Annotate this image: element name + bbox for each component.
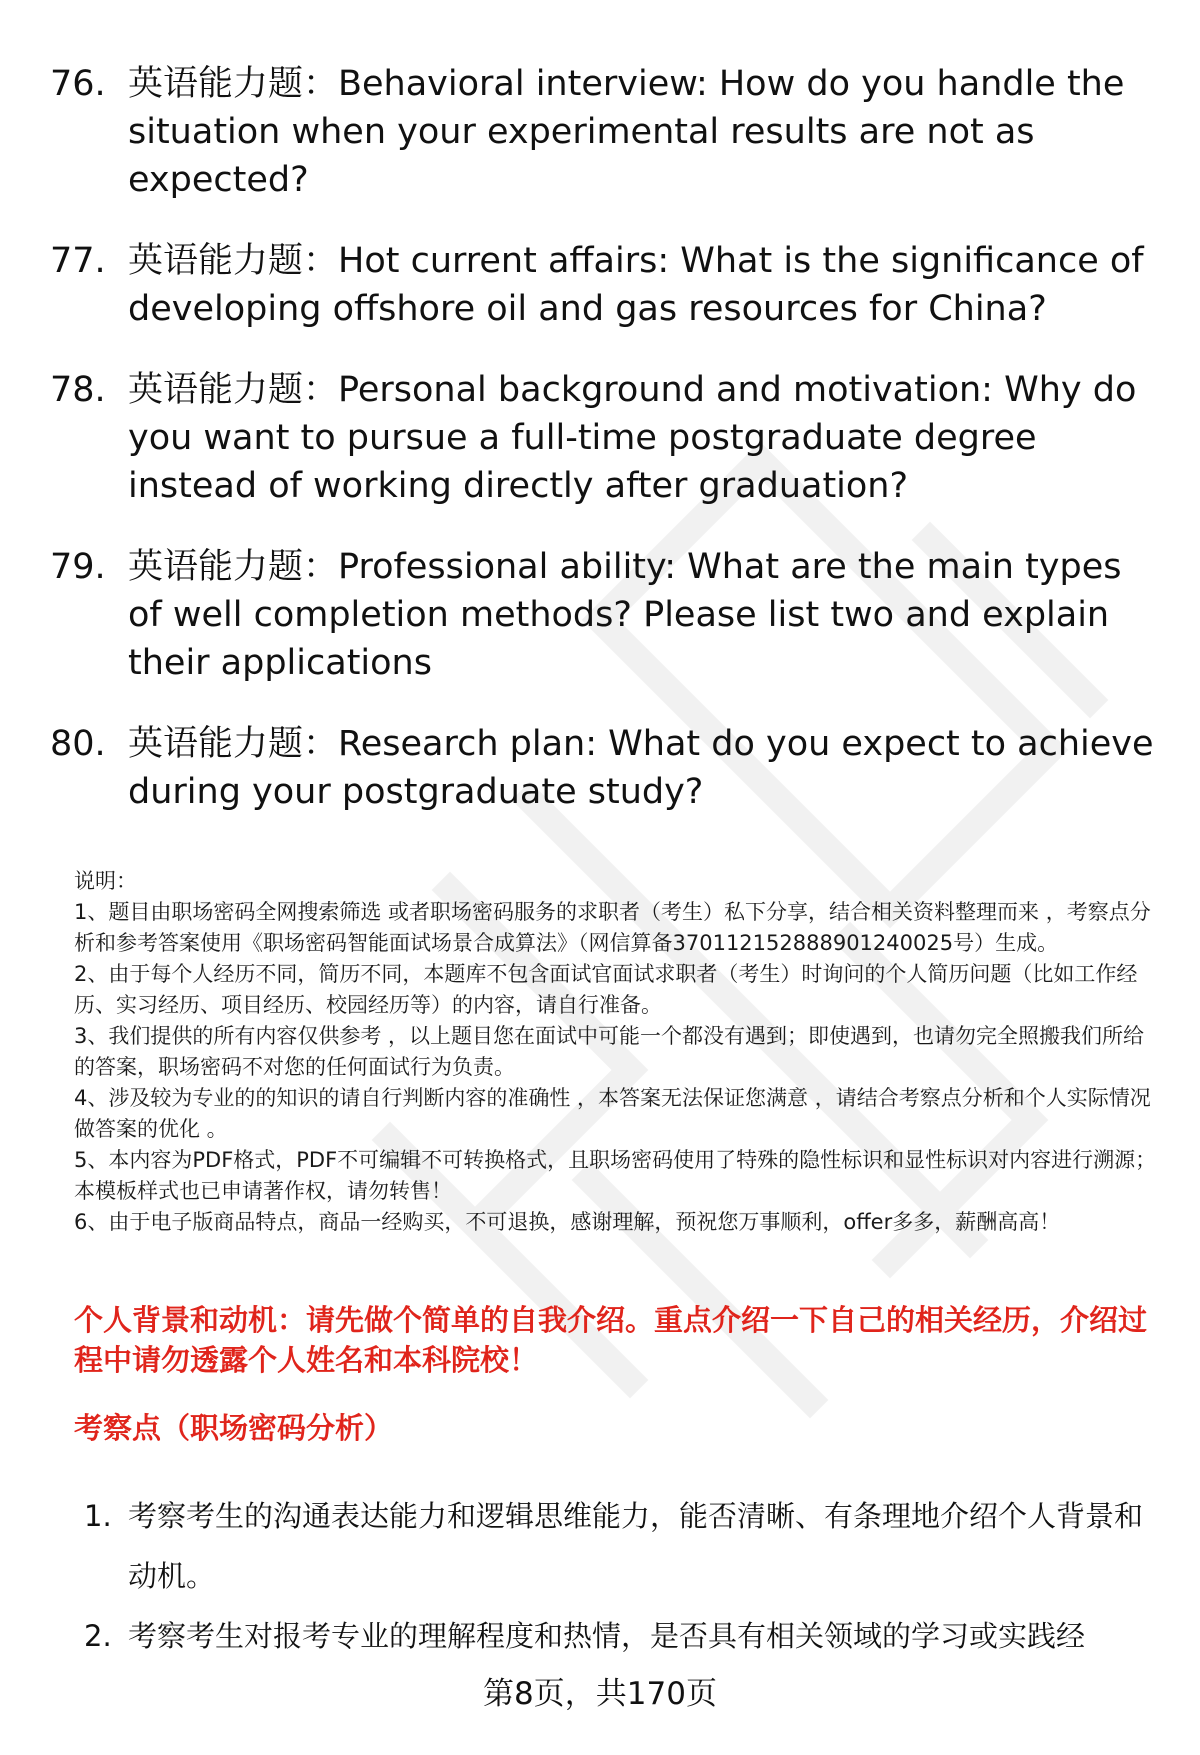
question-number: 76. bbox=[50, 64, 106, 104]
question-number: 77. bbox=[50, 241, 106, 281]
question-list bbox=[50, 60, 1160, 849]
note-item: 2、由于每个人经历不同，简历不同，本题库不包含面试官面试求职者（考生）时询问的个人简历问题（比如工作经历、实习经历、项目经历、校园经历等）的内容，请自行准备。 bbox=[74, 962, 1138, 1017]
question-item bbox=[50, 720, 1160, 816]
analysis-number: 2. bbox=[84, 1619, 112, 1653]
note-item: 5、本内容为PDF格式，PDF不可编辑不可转换格式，且职场密码使用了特殊的隐性标识和显性标识对内容进行溯源；本模板样式也已申请著作权，请勿转售！ bbox=[74, 1148, 1157, 1203]
analysis-item bbox=[84, 1486, 1154, 1606]
section-heading: 个人背景和动机：请先做个简单的自我介绍。重点介绍一下自己的相关经历，介绍过程中请勿透露个人姓名和本科院校！ bbox=[74, 1303, 1148, 1377]
question-text: 英语能力题：Personal background and motivation: Why do you want to pursue a full-time postgraduate degree instead of working directly after graduation? bbox=[128, 370, 1137, 506]
question-item bbox=[50, 366, 1160, 510]
analysis-subheading: 考察点（职场密码分析） bbox=[74, 1411, 394, 1445]
analysis-item bbox=[84, 1606, 1154, 1666]
analysis-text: 考察考生对报考专业的理解程度和热情，是否具有相关领域的学习或实践经 bbox=[128, 1619, 1086, 1653]
notes-block bbox=[74, 866, 1160, 1238]
note-item: 6、由于电子版商品特点，商品一经购买，不可退换，感谢理解，预祝您万事顺利，offer多多，薪酬高高！ bbox=[74, 1210, 1061, 1234]
notes-title: 说明： bbox=[74, 869, 137, 893]
question-number: 79. bbox=[50, 547, 106, 587]
question-text: 英语能力题：Research plan: What do you expect to achieve during your postgraduate study? bbox=[128, 724, 1154, 812]
question-number: 78. bbox=[50, 370, 106, 410]
question-number: 80. bbox=[50, 724, 106, 764]
question-item bbox=[50, 237, 1160, 333]
analysis-list bbox=[84, 1486, 1154, 1666]
note-item: 4、涉及较为专业的的知识的请自行判断内容的准确性 ，本答案无法保证您满意 ，请结合考察点分析和个人实际情况做答案的优化 。 bbox=[74, 1086, 1151, 1141]
analysis-text: 考察考生的沟通表达能力和逻辑思维能力，能否清晰、有条理地介绍个人背景和动机。 bbox=[128, 1499, 1144, 1593]
question-item bbox=[50, 543, 1160, 687]
note-item: 3、我们提供的所有内容仅供参考 ，以上题目您在面试中可能一个都没有遇到；即使遇到，也请勿完全照搬我们所给的答案，职场密码不对您的任何面试行为负责。 bbox=[74, 1024, 1145, 1079]
page-footer: 第8页，共170页 bbox=[483, 1676, 717, 1712]
question-text: 英语能力题：Behavioral interview: How do you handle the situation when your experimental results are not as expected? bbox=[128, 64, 1125, 200]
question-item bbox=[50, 60, 1160, 204]
note-item: 1、题目由职场密码全网搜索筛选 或者职场密码服务的求职者（考生）私下分享，结合相关资料整理而来 ，考察点分析和参考答案使用《职场密码智能面试场景合成算法》（网信算备370112152888901240025号）生成。 bbox=[74, 900, 1151, 955]
analysis-number: 1. bbox=[84, 1499, 112, 1533]
question-text: 英语能力题：Professional ability: What are the main types of well completion methods? Please list two and explain their applications bbox=[128, 547, 1122, 683]
question-text: 英语能力题：Hot current affairs: What is the significance of developing offshore oil and gas resources for China? bbox=[128, 241, 1144, 329]
